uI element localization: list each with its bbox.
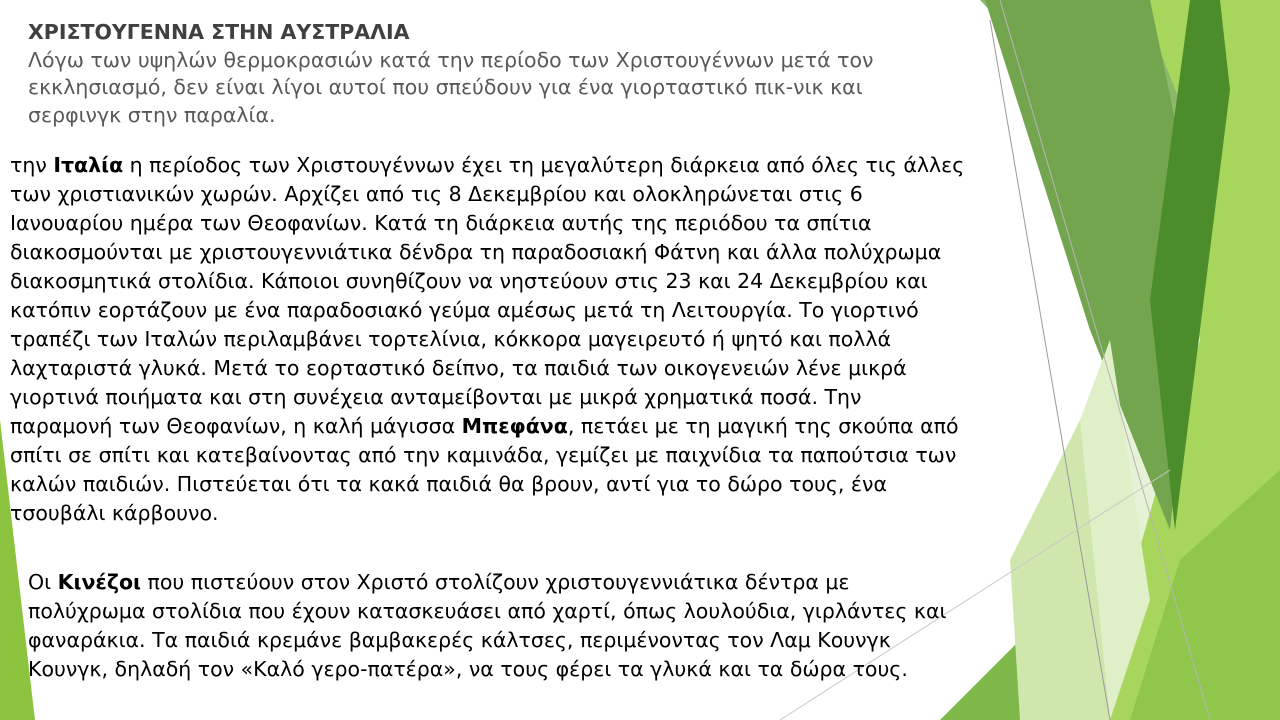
text-run: , πετάει με τη μαγική της σκούπα από σπίτι σε σπίτι και κατεβαίνοντας από την καμινάδα, γεμίζει με παιχνίδια τα παπούτσια των καλών παιδιών. Πιστεύεται ότι τα κακά παιδιά θα βρουν, αντί για το δώρο τους, ένα τσουβάλι κάρβουνο. (10, 414, 959, 525)
australia-paragraph: Λόγω των υψηλών θερμοκρασιών κατά την περίοδο των Χριστουγέννων μετά τον εκκλησιασμό, δεν είναι λίγοι αυτοί που σπεύδουν για ένα γιορταστικό πικ-νικ και σερφινγκ στην παραλία. (28, 47, 874, 127)
text-run: η περίοδος των Χριστουγέννων έχει τη μεγαλύτερη διάρκεια από όλες τις άλλες των χριστιανικών χωρών. Αρχίζει από τις 8 Δεκεμβρίου και ολοκληρώνεται στις 6 Ιανουαρίου ημέρα των Θεοφανίων. Κατά τη διάρκεια αυτής της περιόδου τα σπίτια διακοσμούνται με χριστουγεννιάτικα δένδρα τη παραδοσιακή Φάτνη και άλλα πολύχρωμα διακοσμητικά στολίδια. Κάποιοι συνηθίζουν να νηστεύουν στις 23 και 24 Δεκεμβρίου και κατόπιν εορτάζουν με ένα παραδοσιακό γεύμα αμέσως μετά τη Λειτουργία. Το γιορτινό τραπέζι των Ιταλών περιλαμβάνει τορτελίνια, κόκκορα μαγειρευτό ή ψητό και πολλά λαχταριστά γλυκά. Μετά το εορταστικό δείπνο, τα παιδιά των οικογενειών λένε μικρά γιορτινά ποιήματα και στη συνέχεια ανταμείβονται με μικρά χρηματικά ποσά. Την παραμονή των Θεοφανίων, η καλή μάγισσα (10, 153, 965, 438)
text-run: την (10, 153, 54, 177)
section-heading: ΧΡΙΣΤΟΥΓΕΝΝΑ ΣΤΗΝ ΑΥΣΤΡΑΛΙΑ (28, 20, 410, 44)
country-china: Κινέζοι (57, 570, 142, 594)
australia-section (28, 19, 958, 129)
country-italy: Ιταλία (53, 153, 124, 177)
text-run: που πιστεύουν στον Χριστό στολίζουν χριστουγεννιάτικα δέντρα με πολύχρωμα στολίδια που έχουν κατασκευάσει από χαρτί, όπως λουλούδια, γιρλάντες και φαναράκια. Τα παιδιά κρεμάνε βαμβακερές κάλτσες, περιμένοντας τον Λαμ Κουνγκ Κουνγκ, δηλαδή τον «Καλό γερο-πατέρα», να τους φέρει τα γλυκά και τα δώρα τους. (28, 570, 947, 681)
text-run: Οι (28, 570, 58, 594)
italy-paragraph (10, 151, 965, 528)
befana-name: Μπεφάνα (461, 414, 568, 438)
china-paragraph (28, 568, 963, 684)
